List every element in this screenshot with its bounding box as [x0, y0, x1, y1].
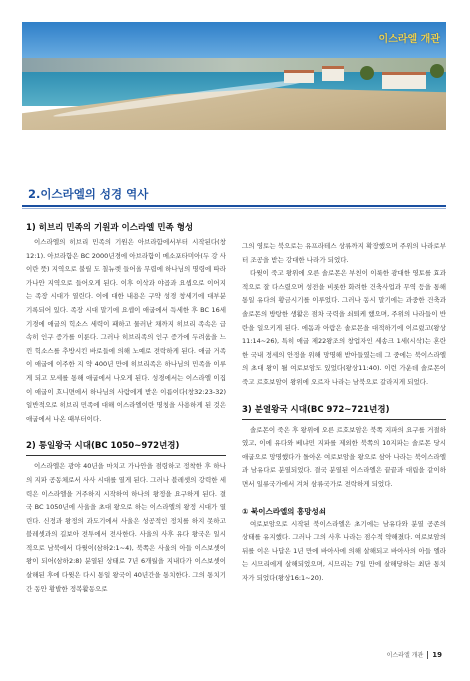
photo-tree: [430, 64, 444, 78]
photo-building: [322, 66, 344, 81]
paragraph: 이스라엘은 광야 40년을 마치고 가나안을 점령하고 정착한 후 하나의 지파 공동체로서 사사 시대를 열게 된다. 그러나 블레셋의 강력한 세력은 이스라엘을 거주하지 시작하여 하나의 왕정을 요구하게 된다. 결국 BC 1050년에 사울을 초대 왕으로 하는 이스라엘의 왕정 시대가 열린다. 신정과 왕정의 과도기에서 사울은 성공적인 정치를 하지 못하고 블레셋과의 길보아 전투에서 전사한다. 사울의 사후 유다 왕국은 일시적으로 남북에서 다윗이(삼하2:1~4), 북쪽은 사울의 아들 이스보셋이 왕이 되어(삼하2:8) 분열된 상태로 7년 6개월을 지내다가 이스보셋이 살해된 후에 다윗은 다시 통일 왕국이 40년간을 통치한다. 그의 통치기간 동안 황발한 정복활동으로: [26, 462, 226, 593]
photo-building: [284, 70, 314, 83]
banner-tag: 이스라엘 개관: [378, 34, 440, 45]
subsection-title: 2) 통일왕국 시대(BC 1050~972년경): [26, 440, 226, 456]
page-footer: [387, 650, 442, 659]
footer-label: 이스라엘 개관: [386, 652, 424, 659]
paragraph: 여로보암으로 시작된 북이스라엘은 초기에는 남유다와 분열 공존의 상태를 유지했다. 그러나 그의 사후 나라는 점수적 약해졌다. 여로보암의 뒤를 이은 나답은 1년 만에 바아사에 의해 살해되고 바아사의 아들 엘라는 시므리에게 살해되었으며, 시므리는 7일 만에 살해당하는 최단 통치자가 되었다(왕상16:1~20).: [242, 519, 446, 582]
page-number: 19: [432, 650, 442, 659]
right-column: [242, 240, 446, 585]
paragraph: 솔로몬이 죽은 후 왕위에 오른 르호보암은 북쪽 지파의 요구를 거절하였고, 이에 유다와 베냐민 지파를 제외한 북쪽의 10지파는 솔로몬 당시 애굽으로 망명했다가 돌아온 여로보암을 왕으로 삼아 나라는 북이스라엘과 남유다로 분열되었다. 결국 분열된 이스라엘은 끝끝과 대립을 같이하면서 일류국가에서 겨처 삼류국가로 전락하게 되었다.: [242, 425, 446, 488]
footer-separator: [427, 651, 428, 659]
section-title: 2.이스라엘의 성경 역사: [28, 187, 149, 201]
paragraph: 다윗이 죽고 왕위에 오른 솔로몬은 부친이 이룩한 광대한 영토를 효과적으로 잘 다스렸으며 성전을 비롯한 화려한 건축사업과 무역 등을 통해 통일 유다의 황금시기를 이루었다. 그러나 동시 말기에는 과중한 건축과 솔로몬의 방탕한 생활은 점차 국력을 쇠퇴케 했으며, 주위의 나라들이 반란을 일으키게 된다. 에돔과 아람은 솔로몬을 대적하기에 이르렀고(왕상11:14~26), 특히 애굽 제22왕조의 창업자인 세송크 1세(시삭)는 혼란한 국내 정세의 안정을 위해 망명해 받아들였는데 그 중에는 북이스라엘의 초대 왕이 될 여로보암도 있었다(왕상11:40). 이런 가운데 솔로몬이 죽고 르호보암이 왕위에 오르자 나라는 남북으로 갈라지게 되었다.: [242, 269, 446, 386]
paragraph: 이스라엘의 히브리 민족의 기원은 아브라함에서부터 시작된다(창12:1). 아브라함은 BC 2000년경에 아브라함이 메소포타미아(두 강 사이란 뜻) 지역으로 불릴 도 칠뉴렛 들어올 무렵에 하나님의 명령에 따라 가나안 지역으로 들어오게 된다. 이후 이삭과 야곱과 요셉으로 이어지는 족장 시대가 열린다. 이에 대한 내용은 구약 성경 창세기에 대부분 기록되어 있다. 족장 시대 말기에 요셉이 애굽에서 득세한 후 BC 16세기경에 애굽의 힉소스 세력이 패하고 물러난 채까지 히브리 족속은 급속히 인구 증가를 이룬다. 그러나 히브리족의 인구 증가에 두려움을 느낀 힉소스를 추방시킨 바로들에 의해 노예로 전락하게 된다. 애굽 거족이 애굽에 이주한 지 약 400년 만에 히브리족은 하나님의 민족을 이루게 되고 모세를 통해 애굽에서 나오게 된다. 성경에서는 이스라엘 이집이 애굽이 흐니면에서 하나님의 사람에게 받은 이름이다(창32:23-32) 일반적으로 히브리 민족에 대해 이스라엘이란 명칭을 사용하게 된 것은 애굽에서 나온 때부터이다.: [26, 238, 226, 423]
title-rule-thin: [22, 208, 446, 209]
left-column: [26, 222, 226, 596]
subsection-heading: ① 북이스라엘의 흥망성쇠: [242, 506, 327, 516]
paragraph: 그의 영토는 북으로는 유프라테스 상류까지 확장했으며 주위의 나라로부터 조공을 받는 강대한 나라가 되었다.: [242, 242, 446, 264]
beach-photo-banner: [22, 22, 446, 130]
photo-building: [382, 72, 426, 89]
subsection-title: 3) 분열왕국 시대(BC 972~721년경): [242, 404, 446, 420]
subsection-title: 1) 히브리 민족의 기원과 이스라엘 민족 형성: [26, 223, 194, 233]
photo-tree: [360, 66, 374, 80]
title-rule: [22, 205, 446, 207]
